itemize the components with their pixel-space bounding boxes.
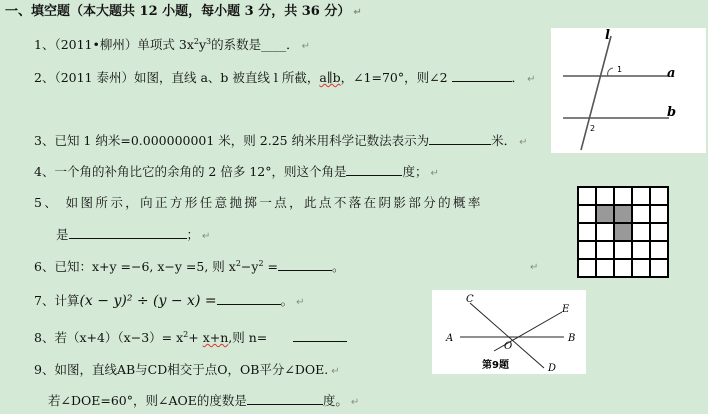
question-9-continued: [48, 392, 359, 411]
return-mark: ↵: [331, 366, 340, 377]
q1-exp2: 3: [206, 36, 212, 46]
grid-row: [578, 223, 668, 241]
grid-row: [578, 241, 668, 259]
q6-text: 6、已知：x+y =−6, x−y =5, 则 x: [34, 259, 236, 274]
q5-text: 5、 如图所示，向正方形任意抛掷一点，此点不落在阴影部分的概率: [34, 195, 483, 210]
question-5: [34, 195, 483, 211]
grid-cell: [632, 205, 650, 223]
grid-cell: [578, 241, 596, 259]
q8-answer-blank[interactable]: [293, 329, 347, 342]
q7-answer-blank[interactable]: [217, 292, 281, 305]
q6-eq: =: [263, 259, 279, 274]
figure-intersecting-lines: [432, 290, 586, 374]
q2-text-a: 2、（2011 泰州）如图，直线 a、b 被直线 l 所截，: [34, 70, 320, 85]
q6-end: 。: [332, 259, 345, 274]
return-mark: ↵: [296, 297, 305, 308]
figure-probability-grid: [577, 186, 669, 278]
question-8: [34, 329, 347, 346]
q6-answer-blank[interactable]: [278, 258, 332, 271]
question-7: [34, 292, 305, 311]
grid-cell: [578, 187, 596, 205]
return-mark: ↵: [530, 262, 539, 273]
q5-answer-blank[interactable]: [69, 226, 187, 239]
question-9: [34, 362, 340, 380]
q7-prefix: 7、计算: [34, 293, 80, 308]
grid-cell: [650, 223, 668, 241]
q1-mid: y: [198, 37, 207, 52]
q2-end: ．: [511, 70, 525, 85]
grid-cell: [614, 259, 632, 277]
fig9-label-o: O: [504, 341, 513, 352]
fig9-caption: 第9题: [482, 360, 509, 371]
fig1-label-a: a: [667, 66, 676, 81]
section-heading: [5, 4, 362, 21]
fig9-label-e: E: [562, 304, 570, 315]
grid-cell-shaded: [614, 223, 632, 241]
q8-exp: 2: [183, 329, 189, 339]
question-2: [34, 69, 535, 88]
return-mark: ↵: [350, 397, 360, 408]
return-mark: ↵: [527, 74, 536, 85]
grid-cell: [632, 223, 650, 241]
q2-text-b: ，∠1=70°，则∠2: [340, 70, 452, 85]
probability-grid: [577, 186, 669, 278]
grid-cell-shaded: [614, 205, 632, 223]
grid-cell: [650, 205, 668, 223]
fig9-label-c: C: [466, 294, 474, 305]
grid-cell: [596, 241, 614, 259]
grid-cell: [650, 187, 668, 205]
q9-end: 度。: [322, 393, 348, 408]
grid-cell: [632, 259, 650, 277]
q5-end: ；: [186, 227, 200, 242]
grid-cell-shaded: [596, 205, 614, 223]
q2-answer-blank[interactable]: [452, 69, 512, 82]
q2-parallel: a∥b: [319, 70, 341, 85]
q9-cont: 若∠DOE=60°，则∠AOE的度数是: [48, 393, 247, 408]
return-mark: ↵: [301, 41, 311, 52]
q5-cont: 是: [56, 227, 69, 242]
question-4: [34, 163, 439, 182]
grid-row: [578, 259, 668, 277]
grid-cell: [632, 241, 650, 259]
q4-answer-blank[interactable]: [346, 163, 402, 176]
q8-plus: +: [188, 330, 203, 345]
q3-end: 米．: [491, 133, 517, 148]
grid-cell: [578, 259, 596, 277]
question-5-continued: [56, 226, 210, 245]
return-mark: ↵: [353, 7, 362, 18]
q1-prefix: 1、（2011•柳州）单项式 3x: [34, 37, 194, 52]
q7-end: 。: [280, 293, 294, 308]
q8-text-b: ,则 n=: [228, 330, 268, 345]
q9-answer-blank[interactable]: [247, 392, 323, 405]
grid-cell: [596, 223, 614, 241]
grid-cell: [614, 187, 632, 205]
q4-text: 4、一个角的补角比它的余角的 2 倍多 12°，则这个角是: [34, 164, 347, 179]
q8-text-a: 8、若（x+4）（x−3）= x: [34, 330, 184, 345]
grid-cell: [614, 241, 632, 259]
return-mark: ↵: [430, 168, 439, 179]
grid-cell: [650, 241, 668, 259]
fig1-label-2: 2: [590, 124, 596, 133]
question-3: [34, 132, 528, 151]
return-mark: ↵: [202, 231, 211, 242]
grid-cell: [578, 223, 596, 241]
q4-end: 度；: [402, 164, 428, 179]
q9-text: 9、如图，直线AB与CD相交于点O，OB平分∠DOE.: [34, 362, 329, 377]
fig9-label-b: B: [568, 333, 576, 344]
q1-exp1: 2: [193, 36, 199, 46]
q3-text: 3、已知 1 纳米=0.000000001 米，则 2.25 纳米用科学记数法表示为: [34, 133, 430, 148]
fig1-label-l: l: [605, 28, 610, 43]
q6-mid: −y: [240, 259, 259, 274]
q6-return: [527, 258, 538, 276]
grid-cell: [596, 259, 614, 277]
grid-row: [578, 187, 668, 205]
fig9-label-a: A: [446, 333, 454, 344]
fig1-label-1: 1: [617, 65, 623, 74]
figure-parallel-lines: [551, 28, 706, 153]
q3-answer-blank[interactable]: [429, 132, 491, 145]
fig9-label-d: D: [548, 363, 557, 374]
grid-cell: [650, 259, 668, 277]
grid-row: [578, 205, 668, 223]
q1-suffix: 的系数是____．: [211, 37, 299, 52]
section-heading-text: 一、填空题（本大题共 12 小题，每小题 3 分，共 36 分）: [5, 4, 351, 19]
q7-expression: (x − y)² ÷ (y − x) =: [79, 293, 217, 309]
q6-exp1: 2: [235, 258, 241, 268]
grid-cell: [578, 205, 596, 223]
grid-cell: [596, 187, 614, 205]
q8-squig: x+n: [202, 330, 229, 345]
grid-cell: [632, 187, 650, 205]
q6-exp2: 2: [258, 258, 264, 268]
question-1: [34, 37, 310, 55]
return-mark: ↵: [519, 137, 528, 148]
question-6: [34, 258, 345, 275]
fig1-label-b: b: [667, 105, 677, 120]
